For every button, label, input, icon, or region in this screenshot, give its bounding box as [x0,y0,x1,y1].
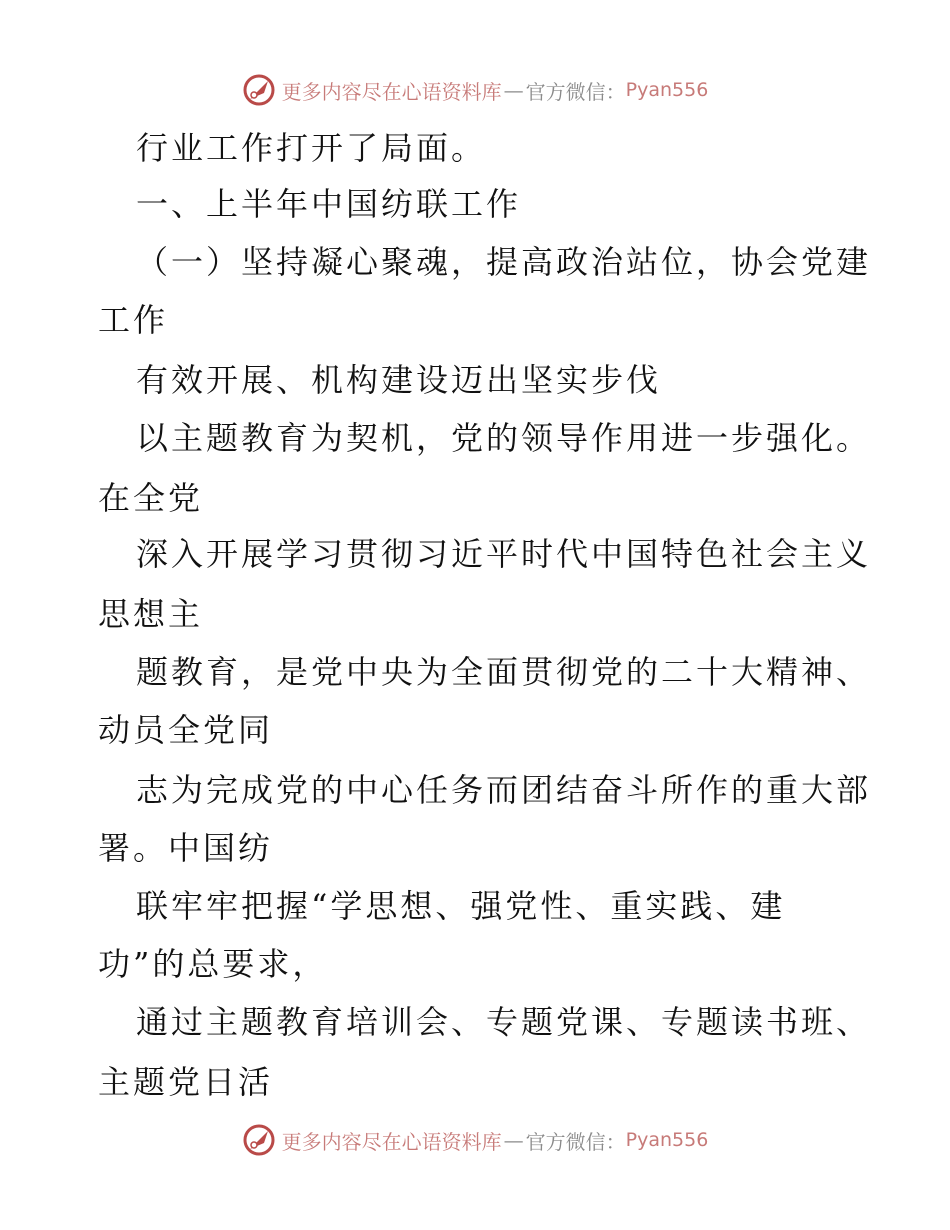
body-line: 功”的总要求， [98,945,328,983]
site-name-text: 更多内容尽在心语资料库 [281,79,502,104]
footer-watermark-banner [0,1120,950,1160]
dash-text: — [503,1128,524,1152]
quill-logo-icon [242,1123,276,1157]
body-line: 联牢牢把握“学思想、强党性、重实践、建 [136,887,786,925]
wechat-label: 官方微信： [525,1129,626,1154]
section-heading: 一、上半年中国纺联工作 [136,185,522,223]
dash-text: — [503,78,524,102]
site-name-text: 更多内容尽在心语资料库 [281,1129,502,1154]
body-line: 行业工作打开了局面。 [136,129,487,167]
wechat-handle: Pyan556 [625,79,709,101]
body-line: 动员全党同 [98,711,274,749]
body-line: 署。中国纺 [98,829,274,867]
body-line: 志为完成党的中心任务而团结奋斗所作的重大部 [136,771,872,809]
body-line: 深入开展学习贯彻习近平时代中国特色社会主义 [136,535,872,573]
body-line: 主题党日活 [98,1063,274,1101]
body-line: 在全党 [98,479,204,517]
subsection-heading: （一）坚持凝心聚魂，提高政治站位，协会党建 [136,243,872,281]
body-line: 通过主题教育培训会、专题党课、专题读书班、 [136,1003,872,1041]
body-line: 思想主 [98,595,204,633]
body-line: 题教育，是党中央为全面贯彻党的二十大精神、 [136,653,872,691]
body-line: 有效开展、机构建设迈出坚实步伐 [136,361,662,399]
body-line: 工作 [98,301,169,339]
wechat-label: 官方微信： [525,79,626,104]
wechat-handle: Pyan556 [625,1129,709,1151]
body-line: 以主题教育为契机，党的领导作用进一步强化。 [136,419,872,457]
